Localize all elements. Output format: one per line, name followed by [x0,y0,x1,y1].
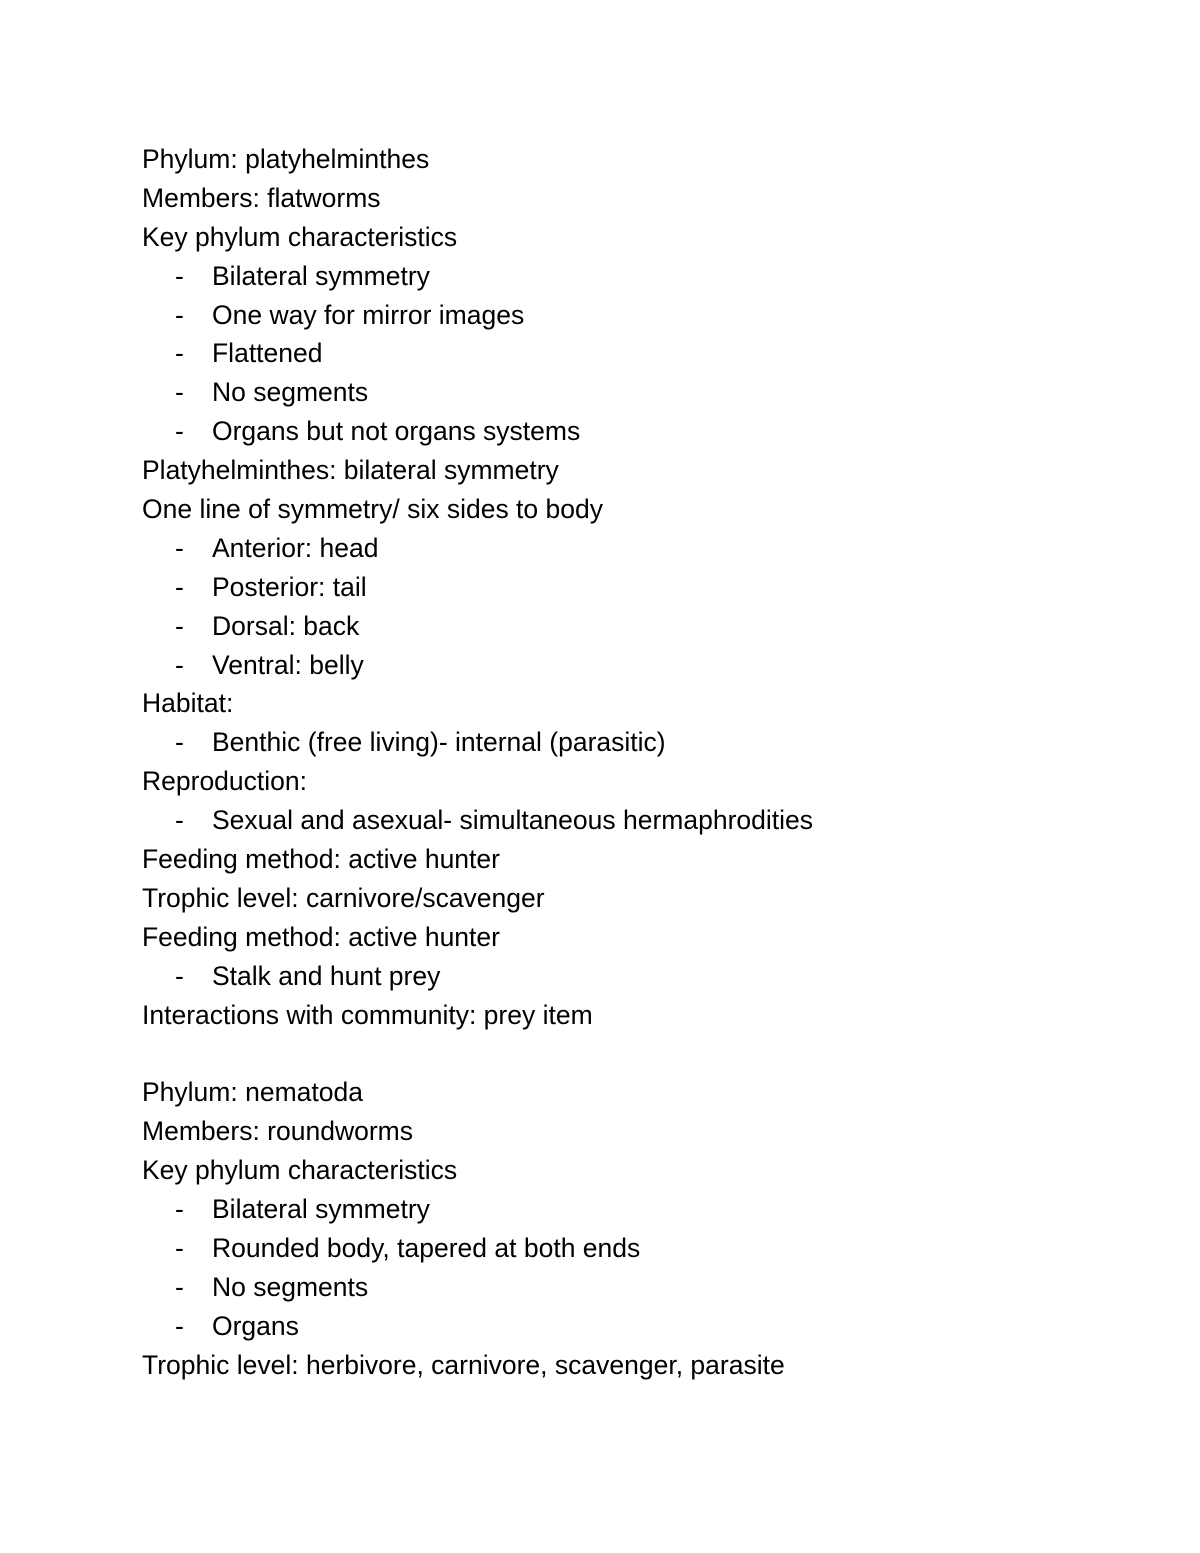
bullet-marker: - [175,260,184,291]
list-item [142,412,1142,451]
bullet-marker: - [175,338,184,369]
habitat-heading: Habitat: [142,688,234,719]
bullet-marker: - [175,805,184,836]
list-item [142,1307,1142,1346]
key-characteristics-heading: Key phylum characteristics [142,1155,458,1186]
list-item-text: Benthic (free living)- internal (parasitic) [212,727,666,758]
list-item-text: Bilateral symmetry [212,260,430,291]
list-item-text: Anterior: head [212,532,379,563]
bullet-marker: - [175,649,184,680]
list-item [142,257,1142,296]
trophic-level-line: Trophic level: herbivore, carnivore, scavenger, parasite [142,1349,785,1380]
list-item-text: Sexual and asexual- simultaneous hermaphrodities [212,805,814,836]
list-item [142,723,1142,762]
bullet-marker: - [175,377,184,408]
bullet-marker: - [175,610,184,641]
phylum-heading: Phylum: platyhelminthes [142,144,430,174]
symmetry-heading: Platyhelminthes: bilateral symmetry [142,455,559,486]
list-item-text: Bilateral symmetry [212,1194,430,1225]
interactions-line: Interactions with community: prey item [142,999,593,1030]
bullet-marker: - [175,299,184,330]
feeding-method-line: Feeding method: active hunter [142,844,500,875]
list-item-text: One way for mirror images [212,299,525,330]
list-item [142,1268,1142,1307]
members-line: Members: flatworms [142,182,381,213]
bullet-marker: - [175,1232,184,1263]
list-item [142,529,1142,568]
list-item-text: Stalk and hunt prey [212,960,441,991]
bullet-marker: - [175,571,184,602]
list-item-text: Dorsal: back [212,610,360,641]
members-line: Members: roundworms [142,1116,413,1147]
bullet-marker: - [175,727,184,758]
list-item [142,607,1142,646]
blank-line [142,1034,1142,1073]
list-item [142,801,1142,840]
list-item [142,1229,1142,1268]
bullet-marker: - [175,1194,184,1225]
list-item-text: Rounded body, tapered at both ends [212,1232,641,1263]
bullet-marker: - [175,960,184,991]
trophic-level-line: Trophic level: carnivore/scavenger [142,882,545,913]
list-item-text: No segments [212,377,369,408]
bullet-marker: - [175,416,184,447]
list-item [142,957,1142,996]
list-item-text: Posterior: tail [212,571,367,602]
list-item-text: No segments [212,1271,369,1302]
feeding-method-line: Feeding method: active hunter [142,921,500,952]
document-body [142,140,1142,1385]
list-item-text: Organs but not organs systems [212,416,581,447]
bullet-marker: - [175,1310,184,1341]
bullet-marker: - [175,1271,184,1302]
list-item [142,373,1142,412]
list-item [142,1190,1142,1229]
symmetry-subheading: One line of symmetry/ six sides to body [142,494,603,525]
list-item [142,296,1142,335]
list-item [142,568,1142,607]
phylum-heading: Phylum: nematoda [142,1077,363,1108]
list-item [142,646,1142,685]
list-item-text: Flattened [212,338,323,369]
key-characteristics-heading: Key phylum characteristics [142,221,458,252]
list-item-text: Ventral: belly [212,649,364,680]
list-item-text: Organs [212,1310,299,1341]
list-item [142,334,1142,373]
bullet-marker: - [175,532,184,563]
reproduction-heading: Reproduction: [142,766,307,797]
